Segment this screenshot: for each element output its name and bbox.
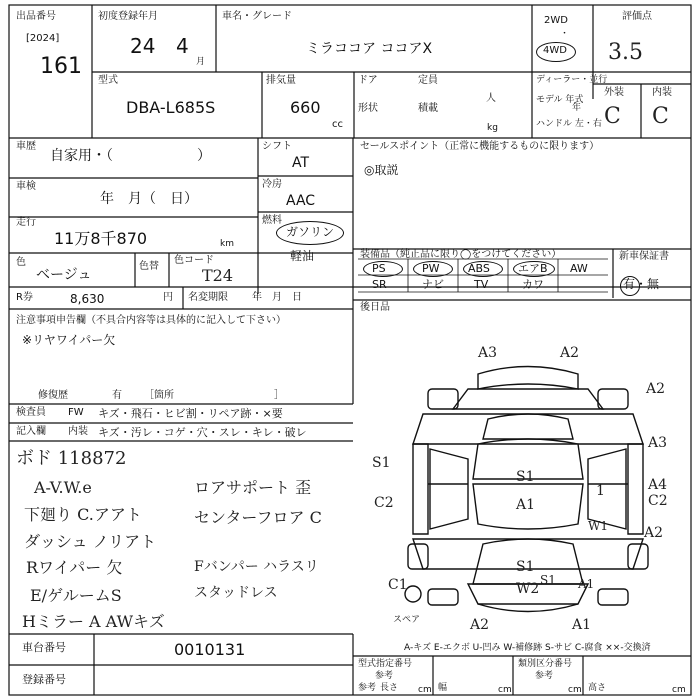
category-label: 類別区分番号 bbox=[518, 659, 573, 669]
score-label: 評価点 bbox=[622, 11, 652, 22]
mark-rear-hatch-2: W2 bbox=[516, 581, 540, 597]
equipment-label: 装備品（純正品に限り◯をつけてください） bbox=[360, 249, 562, 260]
handwritten-line-5: Rワイパー 欠 bbox=[26, 558, 123, 577]
equipment-abs: ABS bbox=[468, 262, 490, 275]
color-code: T24 bbox=[202, 266, 234, 285]
interior-label: 内装 bbox=[652, 87, 672, 98]
door-label: ドア bbox=[358, 75, 378, 86]
km-unit: km bbox=[220, 239, 234, 249]
mark-rear-hatch-3: S1 bbox=[540, 573, 556, 587]
mark-right-quarter: A2 bbox=[644, 525, 664, 541]
auction-sheet bbox=[8, 4, 692, 696]
drive-4wd: 4WD bbox=[543, 45, 567, 56]
handwritten-line-6: E/ゲルームS bbox=[30, 586, 122, 605]
shape-label: 形状 bbox=[358, 103, 378, 114]
mark-front-right-fender: A2 bbox=[646, 381, 666, 397]
interior-items: キズ・汚レ・コゲ・穴・スレ・キレ・破レ bbox=[98, 426, 307, 439]
recycle-amount: 8,630 bbox=[70, 292, 105, 306]
capacity-label: 定員 bbox=[418, 75, 438, 86]
mileage-value: 11万8千870 bbox=[54, 229, 148, 248]
lot-number-label: 出品番号 bbox=[16, 11, 56, 22]
exterior-grade: C bbox=[604, 104, 621, 129]
height-cm-mid: cm bbox=[568, 685, 582, 695]
interior-grade: C bbox=[652, 104, 669, 129]
fuel-diesel: 軽油 bbox=[290, 249, 315, 263]
fuel-label: 燃料 bbox=[262, 215, 282, 226]
model-code: DBA-L685S bbox=[126, 98, 216, 117]
notes-text: ※リヤワイパー欠 bbox=[22, 333, 116, 347]
handle-label: ハンドル 左・右 bbox=[536, 119, 602, 129]
color-label: 色 bbox=[16, 257, 26, 268]
handwritten-right-2: センターフロア C bbox=[194, 508, 322, 527]
handwritten-right-1: ロアサポート 歪 bbox=[194, 478, 312, 497]
width-cm: cm bbox=[498, 685, 512, 695]
ac-label: 冷房 bbox=[262, 179, 282, 190]
model-year-label: モデル 年式 bbox=[536, 95, 584, 105]
ac-value: AAC bbox=[286, 193, 316, 209]
warranty-label: 新車保証書 bbox=[619, 251, 669, 262]
equipment-aw: AW bbox=[570, 262, 588, 275]
month-unit: 月 bbox=[196, 57, 206, 67]
color-change-label: 色替 bbox=[139, 261, 159, 272]
fw-label: FW bbox=[68, 407, 84, 418]
exterior-label: 外装 bbox=[604, 87, 624, 98]
shift-label: シフト bbox=[262, 141, 292, 152]
equipment-sr: SR bbox=[372, 278, 387, 291]
spare-label: スペア bbox=[393, 615, 421, 625]
color-value: ベージュ bbox=[36, 267, 92, 283]
type-cert-ref: 参考 bbox=[375, 671, 394, 681]
height-cm: cm bbox=[672, 685, 686, 695]
mark-spare: C1 bbox=[388, 577, 408, 593]
mark-rear-bumper-right: A1 bbox=[572, 617, 592, 633]
mark-right-front-door: A3 bbox=[648, 435, 668, 451]
drive-separator: ・ bbox=[560, 29, 570, 39]
equipment-navi: ナビ bbox=[422, 278, 444, 291]
chassis-label: 車台番号 bbox=[22, 641, 66, 654]
repair-bracket: ［箇所 ］ bbox=[144, 390, 284, 401]
mark-left-front-door: S1 bbox=[372, 455, 391, 471]
sales-point-label: セールスポイント（正常に機能するものに限ります） bbox=[360, 141, 600, 152]
registration-label: 登録番号 bbox=[22, 673, 66, 686]
yen-unit: 円 bbox=[163, 292, 173, 303]
first-registration-label: 初度登録年月 bbox=[98, 11, 158, 22]
type-cert-label: 型式指定番号 bbox=[358, 659, 413, 669]
mark-right-rear-wheel: W1 bbox=[588, 519, 608, 533]
cc-unit: cc bbox=[332, 119, 343, 130]
drive-2wd: 2WD bbox=[544, 15, 568, 26]
shift-value: AT bbox=[292, 155, 310, 171]
height-label: 高さ bbox=[588, 683, 607, 693]
record-label: 記入欄 bbox=[16, 426, 46, 437]
equipment-airbag: エアB bbox=[518, 262, 548, 275]
back-date-label: 後日品 bbox=[360, 302, 390, 313]
warranty-value: 有・無 bbox=[623, 277, 660, 291]
lot-number: 161 bbox=[40, 54, 82, 79]
mark-roof-2: A1 bbox=[516, 497, 536, 513]
repair-label: 修復歴 bbox=[38, 390, 68, 401]
mark-right-pillar: 1 bbox=[596, 483, 605, 499]
dealer-label: ディーラー・並行 bbox=[536, 75, 608, 85]
kg-unit: kg bbox=[487, 123, 498, 133]
year-unit: 年 bbox=[572, 103, 582, 113]
name-change-label: 名変期限 bbox=[188, 292, 228, 303]
sales-point-item: ◎取説 bbox=[364, 163, 399, 177]
year-tag: [2024] bbox=[26, 33, 60, 44]
handwritten-line-2: A-V.W.e bbox=[34, 478, 92, 497]
name-change-value: 年 月 日 bbox=[252, 292, 302, 303]
recycle-label: R券 bbox=[16, 292, 33, 303]
handwritten-line-7: Hミラー A AWキズ bbox=[22, 612, 165, 631]
fw-items: キズ・飛石・ヒビ割・リペア跡・×要 bbox=[98, 407, 283, 420]
mileage-label: 走行 bbox=[16, 217, 36, 228]
handwritten-line-1: ボド 118872 bbox=[16, 448, 127, 469]
car-name-label: 車名・グレード bbox=[222, 11, 292, 22]
length-label: 長さ bbox=[380, 683, 399, 693]
color-code-label: 色コード bbox=[174, 255, 214, 266]
equipment-tv: TV bbox=[474, 278, 489, 291]
fuel-gasoline: ガソリン bbox=[286, 225, 335, 239]
ref-label: 参考 bbox=[358, 683, 377, 693]
car-name: ミラココア ココアX bbox=[306, 41, 433, 57]
equipment-ps: PS bbox=[372, 262, 386, 275]
displacement: 660 bbox=[290, 98, 321, 117]
category-ref: 参考 bbox=[535, 671, 554, 681]
repair-value: 有 bbox=[112, 390, 122, 401]
handwritten-right-4: スタッドレス bbox=[194, 585, 278, 601]
inspection-value: 年 月（ 日） bbox=[100, 191, 198, 207]
mark-front-bumper-left: A3 bbox=[478, 345, 498, 361]
inspection-label: 車検 bbox=[16, 181, 36, 192]
mark-right-rear-door: A4 bbox=[648, 477, 668, 493]
handwritten-right-3: Fバンパー ハラスリ bbox=[194, 559, 319, 575]
score-value: 3.5 bbox=[608, 40, 643, 65]
mark-front-bumper-right: A2 bbox=[560, 345, 580, 361]
mark-left-sill: C2 bbox=[374, 495, 394, 511]
damage-legend: A-キズ E-エクボ U-凹み W-補修跡 S-サビ C-腐食 ××-交換済 bbox=[404, 643, 651, 653]
mark-rear-hatch-1: S1 bbox=[516, 559, 535, 575]
notes-label: 注意事項申告欄（不具合内容等は具体的に記入して下さい） bbox=[16, 315, 286, 326]
interior-record-label: 内装 bbox=[68, 426, 88, 437]
handwritten-line-3: 下廻り C.アアト bbox=[24, 505, 142, 524]
history-value: 自家用・（ ） bbox=[50, 148, 211, 164]
equipment-pw: PW bbox=[422, 262, 440, 275]
length-cm: cm bbox=[418, 685, 432, 695]
person-unit: 人 bbox=[486, 93, 496, 104]
inspector-label: 検査員 bbox=[16, 407, 46, 418]
displacement-label: 排気量 bbox=[266, 75, 296, 86]
mark-rear-bumper-left: A2 bbox=[470, 617, 490, 633]
mark-rear-right: A1 bbox=[578, 577, 595, 591]
equipment-leather: カワ bbox=[522, 278, 544, 291]
first-registration-month: 4 bbox=[176, 34, 189, 58]
handwritten-line-4: ダッシュ ノリアト bbox=[24, 532, 157, 551]
mark-roof-1: S1 bbox=[516, 469, 535, 485]
width-label: 幅 bbox=[438, 683, 448, 693]
history-label: 車歴 bbox=[16, 141, 36, 152]
model-label: 型式 bbox=[98, 75, 118, 86]
mark-right-sill: C2 bbox=[648, 493, 668, 509]
load-label: 積載 bbox=[418, 103, 438, 114]
chassis-number: 0010131 bbox=[174, 640, 246, 659]
first-registration-year: 24 bbox=[130, 34, 156, 58]
